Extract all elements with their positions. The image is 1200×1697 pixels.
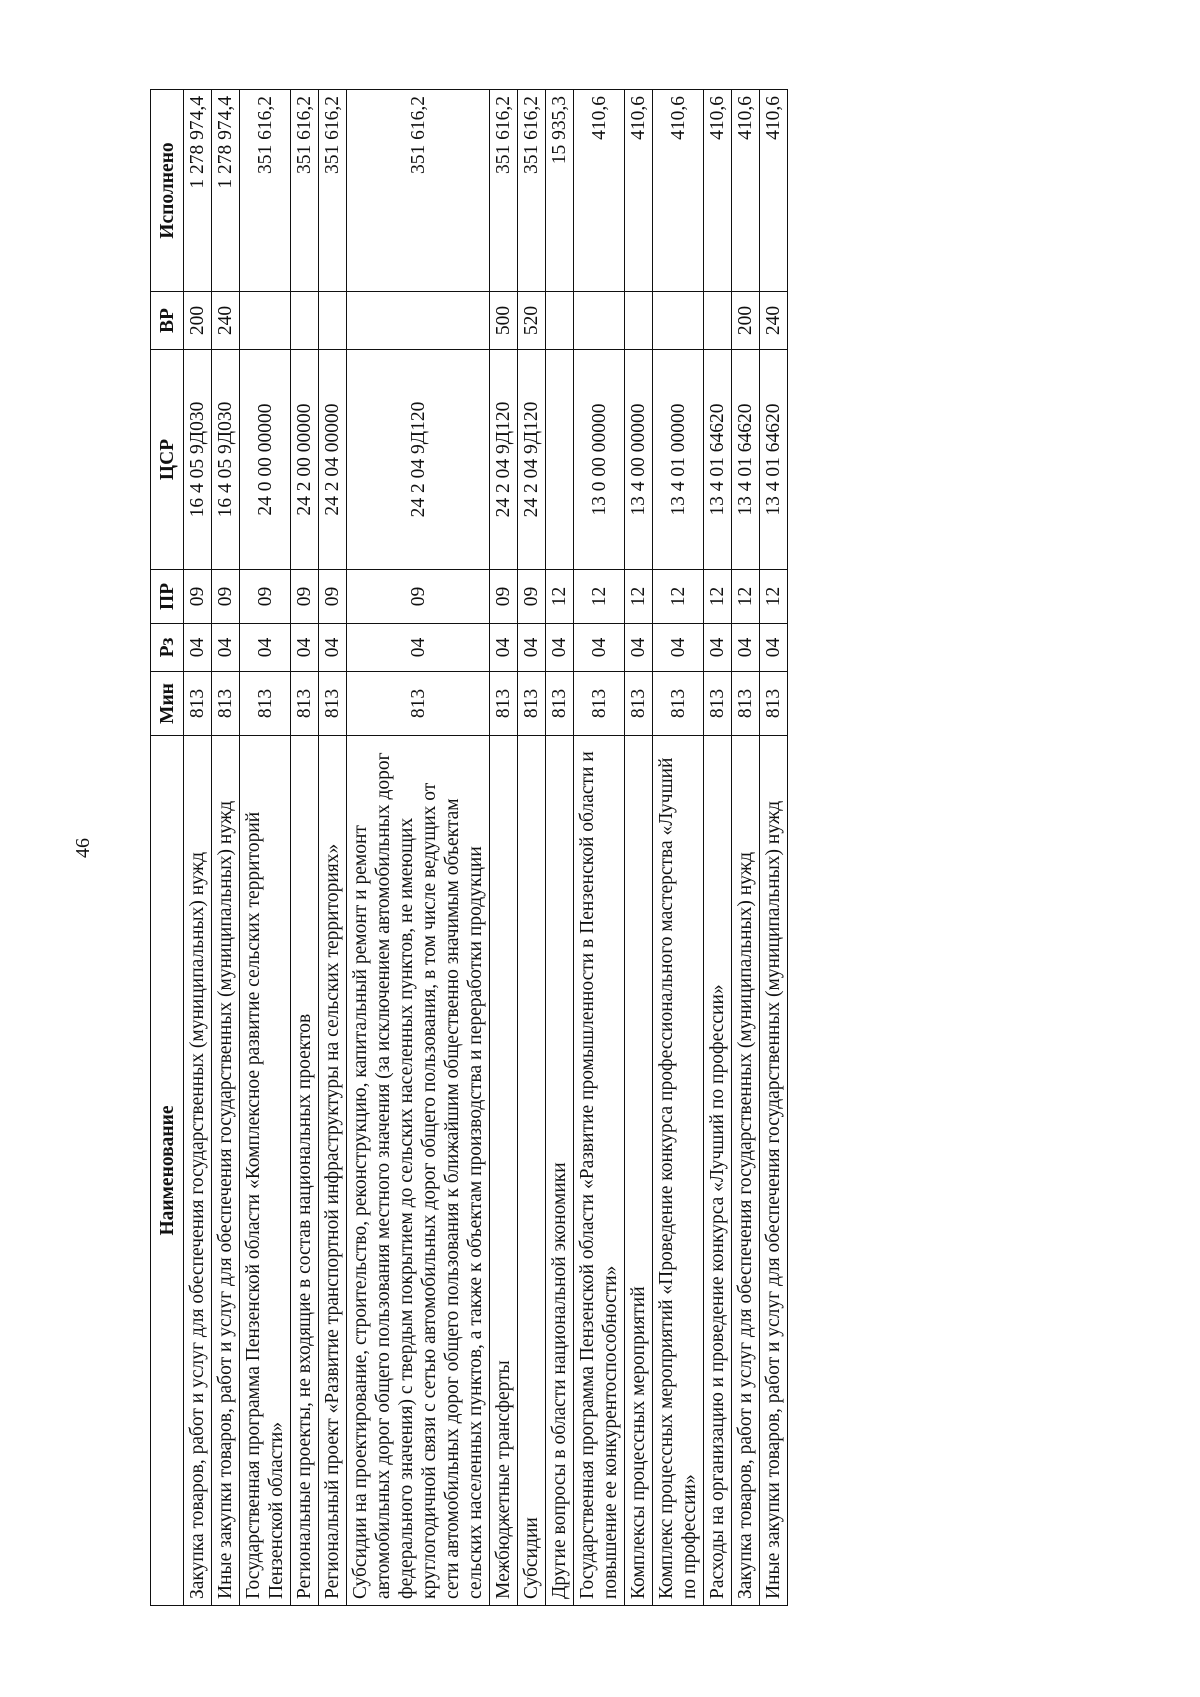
cell-min: 813: [347, 672, 490, 736]
table-row: [212, 90, 240, 1606]
cell-vr: [240, 292, 291, 350]
header-sum: Исполнено: [151, 90, 184, 292]
cell-name: Комплексы процессных мероприятий: [625, 736, 653, 1606]
cell-min: 813: [546, 672, 574, 736]
cell-min: 813: [518, 672, 546, 736]
cell-rz: 04: [240, 624, 291, 672]
cell-min: 813: [291, 672, 319, 736]
cell-csr: 24 2 04 00000: [319, 350, 347, 570]
cell-vr: 500: [490, 292, 518, 350]
cell-sum: 351 616,2: [319, 90, 347, 292]
cell-name: Другие вопросы в области национальной экономики: [546, 736, 574, 1606]
cell-name: Комплекс процессных мероприятий «Проведение конкурса профессионального мастерства «Лучший по профессии»: [653, 736, 704, 1606]
cell-vr: 520: [518, 292, 546, 350]
cell-rz: 04: [546, 624, 574, 672]
cell-sum: 410,6: [760, 90, 788, 292]
cell-rz: 04: [184, 624, 212, 672]
cell-min: 813: [240, 672, 291, 736]
cell-sum: 410,6: [625, 90, 653, 292]
cell-min: 813: [319, 672, 347, 736]
header-name: Наименование: [151, 736, 184, 1606]
cell-sum: 15 935,3: [546, 90, 574, 292]
table-row: [625, 90, 653, 1606]
cell-rz: 04: [653, 624, 704, 672]
cell-name: Государственная программа Пензенской области «Комплексное развитие сельских территорий Пензенской области»: [240, 736, 291, 1606]
cell-min: 813: [732, 672, 760, 736]
cell-min: 813: [704, 672, 732, 736]
cell-sum: 410,6: [732, 90, 760, 292]
cell-pr: 09: [212, 570, 240, 624]
header-pr: ПР: [151, 570, 184, 624]
cell-vr: [546, 292, 574, 350]
table-row: [760, 90, 788, 1606]
header-min: Мин: [151, 672, 184, 736]
cell-pr: 09: [240, 570, 291, 624]
table-row: [319, 90, 347, 1606]
cell-name: Субсидии на проектирование, строительство, реконструкцию, капитальный ремонт и ремонт автомобильных дорог общего пользования местного значения (за исключением автомобильных дорог федерального значения) с твердым покрытием до сельских населенных пунктов, не имеющих круглогодичной связи с сетью автомобильных дорог общего пользования, в том числе ведущих от сети автомобильных дорог общего пользования к ближайшим общественно значимым объектам сельских населенных пунктов, а также к объектам производства и переработки продукции: [347, 736, 490, 1606]
cell-vr: [347, 292, 490, 350]
cell-rz: 04: [347, 624, 490, 672]
cell-csr: 24 0 00 00000: [240, 350, 291, 570]
cell-csr: 16 4 05 9Д030: [184, 350, 212, 570]
cell-pr: 09: [518, 570, 546, 624]
cell-name: Региональный проект «Развитие транспортной инфраструктуры на сельских территориях»: [319, 736, 347, 1606]
table-row: [291, 90, 319, 1606]
cell-rz: 04: [291, 624, 319, 672]
cell-vr: 200: [732, 292, 760, 350]
cell-sum: 410,6: [704, 90, 732, 292]
table-row: [732, 90, 760, 1606]
cell-pr: 12: [546, 570, 574, 624]
cell-vr: [574, 292, 625, 350]
header-csr: ЦСР: [151, 350, 184, 570]
cell-min: 813: [760, 672, 788, 736]
cell-name: Государственная программа Пензенской области «Развитие промышленности в Пензенской области и повышение ее конкурентоспособности»: [574, 736, 625, 1606]
cell-pr: 09: [291, 570, 319, 624]
cell-vr: 240: [760, 292, 788, 350]
cell-min: 813: [212, 672, 240, 736]
cell-csr: 16 4 05 9Д030: [212, 350, 240, 570]
cell-pr: 12: [574, 570, 625, 624]
cell-csr: 13 0 00 00000: [574, 350, 625, 570]
cell-csr: 13 4 01 64620: [704, 350, 732, 570]
table-header: [151, 90, 184, 1606]
cell-csr: 24 2 00 00000: [291, 350, 319, 570]
cell-name: Иные закупки товаров, работ и услуг для обеспечения государственных (муниципальных) нужд: [212, 736, 240, 1606]
cell-sum: 351 616,2: [518, 90, 546, 292]
cell-sum: 410,6: [574, 90, 625, 292]
budget-table: [150, 89, 788, 1606]
cell-pr: 12: [760, 570, 788, 624]
cell-csr: 24 2 04 9Д120: [490, 350, 518, 570]
cell-name: Иные закупки товаров, работ и услуг для обеспечения государственных (муниципальных) нужд: [760, 736, 788, 1606]
cell-vr: [319, 292, 347, 350]
cell-pr: 12: [732, 570, 760, 624]
cell-name: Субсидии: [518, 736, 546, 1606]
cell-rz: 04: [518, 624, 546, 672]
cell-pr: 12: [653, 570, 704, 624]
cell-sum: 1 278 974,4: [184, 90, 212, 292]
cell-min: 813: [490, 672, 518, 736]
table-row: [347, 90, 490, 1606]
cell-pr: 09: [184, 570, 212, 624]
cell-rz: 04: [212, 624, 240, 672]
cell-sum: 351 616,2: [347, 90, 490, 292]
budget-table-container: [150, 90, 1062, 1606]
cell-rz: 04: [490, 624, 518, 672]
table-row: [574, 90, 625, 1606]
cell-pr: 09: [490, 570, 518, 624]
page-number: 46: [72, 838, 94, 858]
cell-csr: 24 2 04 9Д120: [518, 350, 546, 570]
cell-vr: 200: [184, 292, 212, 350]
cell-pr: 12: [704, 570, 732, 624]
cell-name: Межбюджетные трансферты: [490, 736, 518, 1606]
header-row: [151, 90, 184, 1606]
cell-min: 813: [625, 672, 653, 736]
cell-min: 813: [653, 672, 704, 736]
cell-vr: 240: [212, 292, 240, 350]
cell-rz: 04: [704, 624, 732, 672]
cell-vr: [653, 292, 704, 350]
cell-min: 813: [574, 672, 625, 736]
cell-rz: 04: [732, 624, 760, 672]
cell-name: Региональные проекты, не входящие в состав национальных проектов: [291, 736, 319, 1606]
table-row: [184, 90, 212, 1606]
cell-csr: 24 2 04 9Д120: [347, 350, 490, 570]
cell-rz: 04: [625, 624, 653, 672]
header-vr: ВР: [151, 292, 184, 350]
table-body: [184, 90, 788, 1606]
cell-sum: 1 278 974,4: [212, 90, 240, 292]
cell-csr: 13 4 01 64620: [760, 350, 788, 570]
cell-pr: 12: [625, 570, 653, 624]
cell-sum: 410,6: [653, 90, 704, 292]
cell-csr: [546, 350, 574, 570]
cell-rz: 04: [319, 624, 347, 672]
cell-sum: 351 616,2: [291, 90, 319, 292]
cell-csr: 13 4 01 64620: [732, 350, 760, 570]
cell-pr: 09: [319, 570, 347, 624]
table-row: [240, 90, 291, 1606]
cell-sum: 351 616,2: [240, 90, 291, 292]
cell-sum: 351 616,2: [490, 90, 518, 292]
cell-min: 813: [184, 672, 212, 736]
cell-rz: 04: [760, 624, 788, 672]
cell-vr: [291, 292, 319, 350]
table-row: [490, 90, 518, 1606]
table-row: [653, 90, 704, 1606]
cell-csr: 13 4 01 00000: [653, 350, 704, 570]
cell-name: Расходы на организацию и проведение конкурса «Лучший по профессии»: [704, 736, 732, 1606]
cell-vr: [704, 292, 732, 350]
table-row: [546, 90, 574, 1606]
cell-name: Закупка товаров, работ и услуг для обеспечения государственных (муниципальных) нужд: [732, 736, 760, 1606]
cell-pr: 09: [347, 570, 490, 624]
header-rz: Рз: [151, 624, 184, 672]
cell-rz: 04: [574, 624, 625, 672]
cell-vr: [625, 292, 653, 350]
cell-csr: 13 4 00 00000: [625, 350, 653, 570]
table-row: [518, 90, 546, 1606]
table-row: [704, 90, 732, 1606]
cell-name: Закупка товаров, работ и услуг для обеспечения государственных (муниципальных) нужд: [184, 736, 212, 1606]
